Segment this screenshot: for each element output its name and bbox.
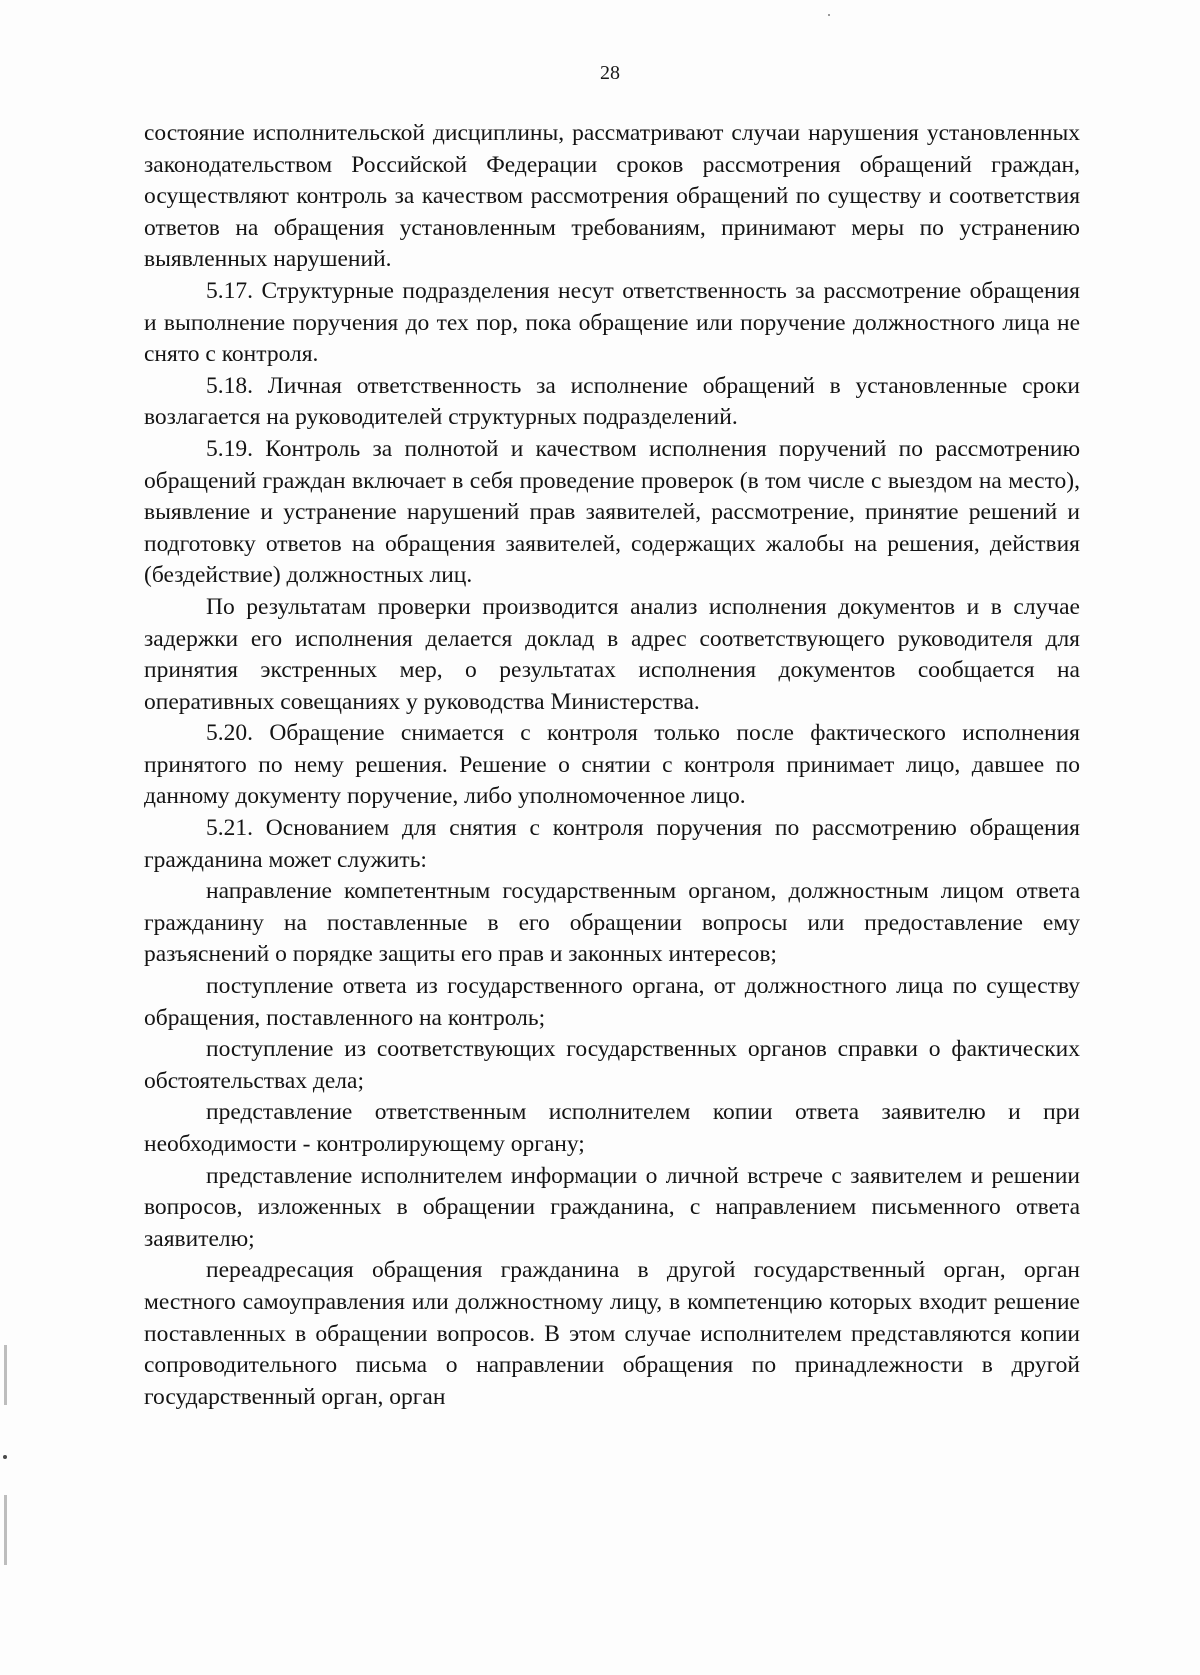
list-item: направление компетентным государственным органом, должностным лицом ответа гражданину на поставленные в его обращении вопросы или предоставление ему разъяснений о порядке защиты его прав и законных интересов; bbox=[144, 878, 1080, 968]
scan-edge-dot bbox=[3, 1455, 7, 1459]
paragraph-5-21: 5.21. Основанием для снятия с контроля поручения по рассмотрению обращения гражданина может служить: bbox=[144, 815, 1080, 873]
list-item: переадресация обращения гражданина в другой государственный орган, орган местного самоуправления или должностному лицу, в компетенцию которых входит решение поставленных в обращении вопросов. В этом случае исполнителем представляются копии сопроводительного письма о направлении обращения по принадлежности в другой государственный орган, орган bbox=[144, 1257, 1080, 1410]
page-number: 28 bbox=[600, 62, 620, 84]
scan-edge-mark bbox=[4, 1495, 7, 1565]
paragraph-5-19: 5.19. Контроль за полнотой и качеством исполнения поручений по рассмотрению обращений граждан включает в себя проведение проверок (в том числе с выездом на место), выявление и устранение нарушений прав заявителей, рассмотрение, принятие решений и подготовку ответов на обращения заявителей, содержащих жалобы на решения, действия (бездействие) должностных лиц. bbox=[144, 435, 1080, 589]
scan-speck bbox=[828, 14, 830, 16]
list-item: представление ответственным исполнителем копии ответа заявителю и при необходимости - контролирующему органу; bbox=[144, 1099, 1080, 1157]
paragraph-continuation: состояние исполнительской дисциплины, рассматривают случаи нарушения установленных законодательством Российской Федерации сроков рассмотрения обращений граждан, осуществляют контроль за качеством рассмотрения обращений по существу и соответствия ответов на обращения установленным требованиям, принимают меры по устранению выявленных нарушений. bbox=[144, 120, 1080, 273]
list-item: представление исполнителем информации о личной встрече с заявителем и решении вопросов, изложенных в обращении гражданина, с направлением письменного ответа заявителю; bbox=[144, 1162, 1080, 1252]
list-item: поступление ответа из государственного органа, от должностного лица по существу обращения, поставленного на контроль; bbox=[144, 973, 1080, 1031]
paragraph-5-18: 5.18. Личная ответственность за исполнение обращений в установленные сроки возлагается на руководителей структурных подразделений. bbox=[144, 372, 1080, 431]
paragraph-5-20: 5.20. Обращение снимается с контроля только после фактического исполнения принятого по нему решения. Решение о снятии с контроля принимает лицо, давшее по данному документу поручение, либо уполномоченное лицо. bbox=[144, 720, 1080, 810]
list-item: поступление из соответствующих государственных органов справки о фактических обстоятельствах дела; bbox=[144, 1036, 1080, 1094]
paragraph-inspection-results: По результатам проверки производится анализ исполнения документов и в случае задержки его исполнения делается доклад в адрес соответствующего руководителя для принятия экстренных мер, о результатах исполнения документов сообщается на оперативных совещаниях у руководства Министерства. bbox=[144, 593, 1080, 715]
document-body bbox=[144, 118, 1080, 1413]
paragraph-5-17: 5.17. Структурные подразделения несут ответственность за рассмотрение обращения и выполнение поручения до тех пор, пока обращение или поручение должностного лица не снято с контроля. bbox=[144, 277, 1080, 368]
scan-edge-mark bbox=[4, 1345, 7, 1405]
